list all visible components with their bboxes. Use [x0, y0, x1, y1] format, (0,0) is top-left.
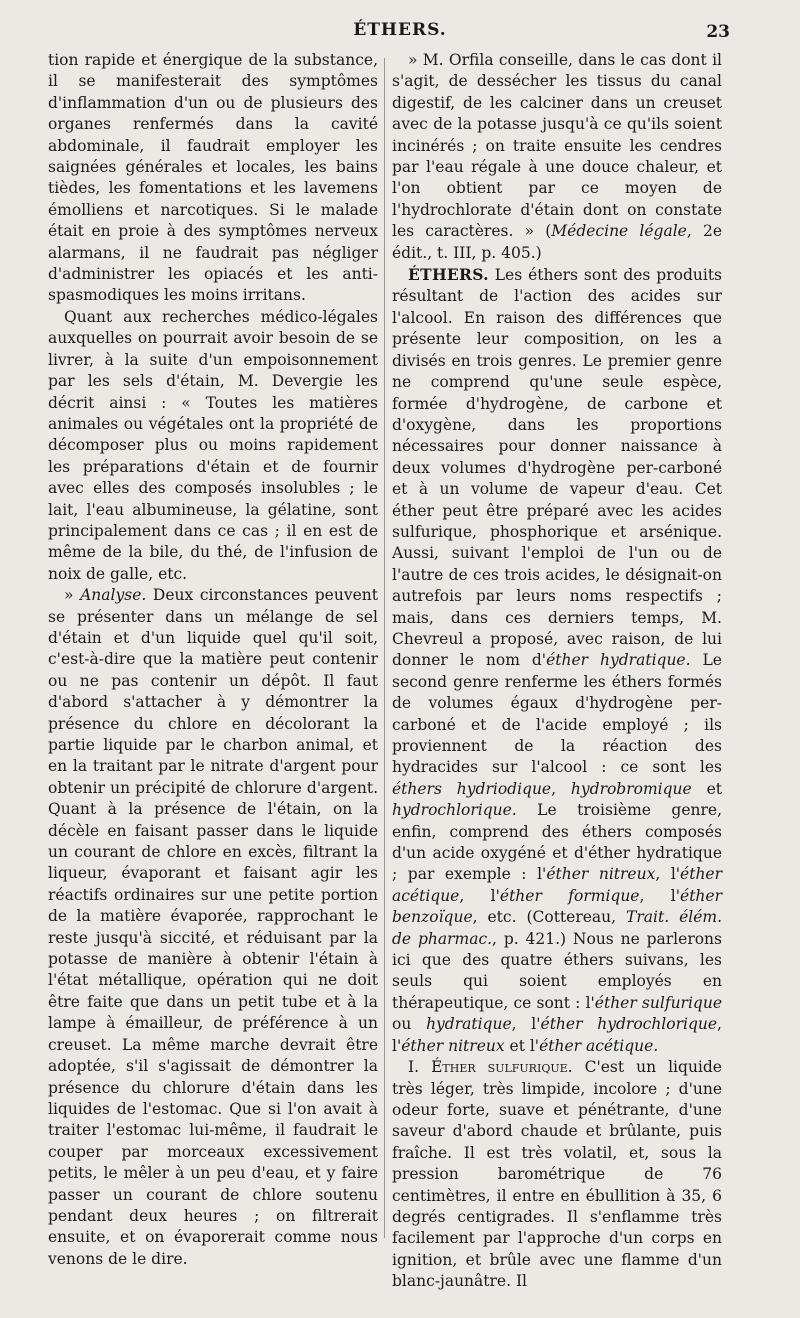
term-ether-formique: éther formique [499, 886, 640, 905]
term-ether-benzoique: éther benzoïque [392, 886, 722, 927]
paragraph-ether-sulfurique [392, 1057, 722, 1292]
paragraph-orfila [392, 50, 722, 264]
term-hydrobromique: hydrobromique [570, 779, 692, 798]
term-ether-acetique: éther acétique [392, 865, 723, 905]
paragraph-analysis [48, 585, 378, 1270]
reference-title: Médecine légale [551, 222, 687, 241]
orfila-text: » M. Orfila conseille, dans le cas dont il s'agit, de dessécher les tissus du canal digestif, de les calciner dans un creuset avec de la potasse jusqu'à ce qu'ils soient incinérés ; on traite ensuite les cendres par l'eau régale à une douce chaleur, et l'on obtient par ce moyen de l'hydrochlorate d'étain dont on constate les caractères. » ( [392, 51, 722, 241]
ethers-text-e: Le troisième genre, enfin, comprend des éthers composés d'un acide oxygéné et d'éther hydratique ; par exemple : l' [392, 801, 722, 884]
ethers-text-f: , l' [655, 865, 681, 884]
paragraph-treatment: tion rapide et énergique de la substance, il se manifesterait des symptômes d'inflammation d'un ou de plusieurs des organes renfermés dans la cavité abdominale, il faudrait employer les saignées générales et locales, les bains tièdes, les fomentations et les lavemens émolliens et narcotiques. Si le malade était en proie à des symptômes nerveux alarmans, il ne faudrait pas négliger d'administrer les opiacés et les anti-spasmodiques les moins irritans. [48, 51, 378, 305]
ethers-text-d: et [691, 779, 722, 798]
ethers-text-g: , l' [459, 886, 500, 905]
column-divider [384, 58, 385, 1238]
ethers-text-k: , p. 421.) Nous ne parlerons ici que des quatre éthers suivans, les seuls qui soient employés en thérapeutique, ce sont : l' [392, 929, 722, 1012]
analysis-text: Deux circonstances peuvent se présenter dans un mélange de sel d'étain et d'un liquide quel qu'il soit, c'est-à-dire que la matière peut contenir ou ne pas contenir un dépôt. Il faut d'abord s'attacher à y démontrer la présence du chlore en décolorant la partie liquide par le charbon animal, et en la traitant par le nitrate d'argent pour obtenir un précipité de chlorure d'argent. Quant à la présence de l'étain, on la décèle en faisant passer dans le liquide un courant de chlore en excès, filtrant la liqueur, évaporant et faisant agir les réactifs ordinaires sur une petite portion de la matière évaporée, rapprochant le reste jusqu'à siccité, et réduisant par la potasse de manière à obtenir l'étain à l'état métallique, opération qui ne doit être faite que dans un petit tube et à la lampe à émailleur, de préférence à un creuset. La même marche devrait être adoptée, s'il s'agissait de démontrer la présence du chlorure d'étain dans les liquides de l'estomac. Que si l'on avait à traiter l'estomac lui-même, il faudrait le couper par morceaux excessivement petits, le mêler à un peu d'eau, et y faire passer un courant de chlore soutenu pendant deux heures ; on filtrerait ensuite, et on évaporerait comme nous venons de le dire. [48, 586, 378, 1268]
entry-heading-ethers: ÉTHERS. [408, 265, 489, 285]
term-ether-nitreux-2: éther nitreux [401, 1036, 505, 1055]
term-ethers-hydriodique: éthers hydriodique [392, 779, 552, 798]
term-ether-nitreux: éther nitreux [546, 865, 656, 884]
ethers-text-l: ou [392, 1015, 427, 1034]
paragraph-ethers [392, 264, 722, 1057]
citation-traite: Trait. élém. de pharmac. [392, 908, 722, 948]
ethers-text-c: , [551, 779, 571, 798]
ethers-text-b: Le second genre renferme les éthers formés de volumes égaux d'hydrogène per-carboné et de l'acide employé ; ils proviennent de la réaction des hydracides sur l'alcool : ce sont les [392, 651, 722, 777]
ethers-text-m: , l' [511, 1015, 541, 1034]
term-ether-acetique-2: éther acétique. [539, 1036, 659, 1055]
ethers-text-h: , l' [639, 886, 681, 905]
term-ether-hydrochlorique: éther hydrochlorique [540, 1015, 718, 1034]
ether-sulfurique-text: C'est un liquide très léger, très limpide, incolore ; d'une odeur forte, suave et pénétrante, d'une saveur d'abord chaude et brûlante, puis fraîche. Il est très volatil, et, sous la pression barométrique de 76 centimètres, il entre en ébullition à 35, 6 degrés centigrades. Il s'enflamme très facilement par l'approche d'un corps en ignition, et brûle avec une flamme d'un blanc-jaunâtre. Il [392, 1058, 722, 1291]
quote-mark: » [64, 586, 81, 605]
ethers-text-a: Les éthers sont des produits résultant de l'action des acides sur l'alcool. En raison des différences que présente leur composition, on les a divisés en trois genres. Le premier genre ne comprend qu'une seule espèce, formée d'hydrogène, de carbone et d'oxygène, dans les proportions nécessaires pour donner naissance à deux volumes d'hydrogène per-carboné et à un volume de vapeur d'eau. Cet éther peut être préparé avec les acides sulfurique, phosphorique et arsénique. Aussi, suivant l'emploi de l'un ou de l'autre de ces trois acides, le désignait-on autrefois par leurs noms respectifs ; mais, dans ces derniers temps, M. Chevreul a proposé, avec raison, de lui donner le nom d' [392, 266, 722, 670]
page-number: 23 [706, 22, 730, 42]
ethers-text-n: , l' [392, 1015, 722, 1055]
term-ether-hydratique: éther hydratique. [546, 651, 691, 670]
term-hydrochlorique: hydrochlorique. [392, 801, 517, 820]
ethers-text-o: et l' [504, 1036, 540, 1055]
left-column [48, 50, 378, 1270]
reference-tail: , 2e édit., t. III, p. 405.) [392, 222, 722, 262]
term-ether-sulfurique: éther sulfurique [594, 993, 722, 1012]
right-column [392, 50, 722, 1293]
paragraph-medico-legal: Quant aux recherches médico-légales auxquelles on pourrait avoir besoin de se livrer, à la suite d'un empoisonnement par les sels d'étain, M. Devergie les décrit ainsi : « Toutes les matières animales ou végétales ont la propriété de décomposer plus ou moins rapidement les préparations d'étain et de fournir avec elles des composés insolubles ; le lait, l'eau albumineuse, la gélatine, sont principalement dans ce cas ; il en est de même de la bile, du thé, de l'infusion de noix de galle, etc. [48, 307, 378, 583]
term-hydratique: hydratique [426, 1015, 512, 1034]
subheading-ether-sulfurique: I. Éther sulfurique. [408, 1058, 573, 1077]
running-title: ÉTHERS. [353, 20, 447, 40]
ethers-text-j: , etc. (Cottereau, [472, 908, 627, 927]
term-analyse: Analyse. [80, 586, 147, 605]
